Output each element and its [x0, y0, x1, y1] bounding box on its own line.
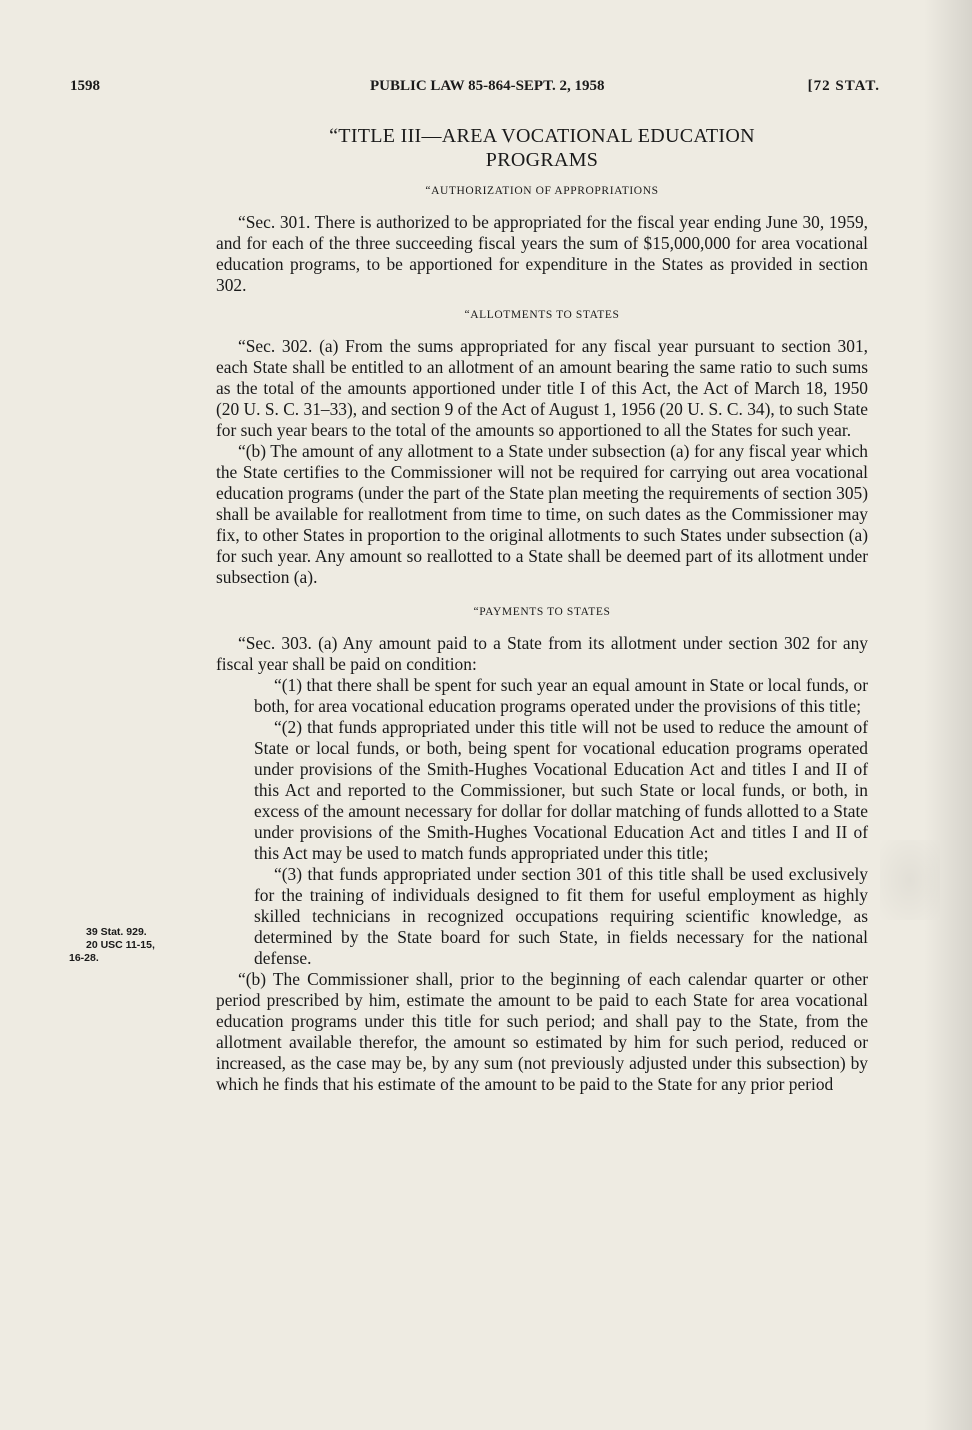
margin-note: [69, 926, 211, 965]
condition-2-text: “(2) that funds appropriated under this title will not be used to reduce the amount of State or local funds, or both, being spent for vocational education programs operated under provisions of the Smith-Hughes Vocational Education Act and titles I and II of this Act and reported to the Commissioner, but such State or local funds, or both, in excess of the amount necessary for dollar for dollar matching of funds allotted to a State under provisions of the Smith-Hughes Vocational Education Act and titles I and II of this Act may be used to match funds appropriated under this title;: [254, 717, 868, 863]
page-edge-shadow: [924, 0, 972, 1430]
section-301-text: “Sec. 301. There is authorized to be appropriated for the fiscal year ending June 30, 1959, and for each of the three succeeding fiscal years the sum of $15,000,000 for area vocational education programs, to be apportioned for expenditure in the States as provided in section 302.: [216, 212, 868, 295]
section-heading-payments: “PAYMENTS TO STATES: [473, 606, 611, 618]
document-body: [216, 124, 868, 1095]
title-heading-line2: PROGRAMS: [485, 149, 599, 171]
conditions-list: [254, 675, 868, 969]
page-number: 1598: [70, 78, 100, 94]
section-302b-text: “(b) The amount of any allotment to a State under subsection (a) for any fiscal year which the State certifies to the Commissioner will not be required for carrying out area vocational education programs (under the part of the State plan meeting the requirements of section 305) shall be available for reallotment from time to time, on such dates as the Commissioner may fix, to other States in proportion to the original allotments to such States under subsection (a) for such year. Any amount so reallotted to a State shall be deemed part of its allotment under subsection (a).: [216, 441, 868, 587]
page-header: [70, 78, 880, 100]
law-citation: PUBLIC LAW 85-864-SEPT. 2, 1958: [370, 78, 605, 94]
section-303b-text: “(b) The Commissioner shall, prior to the beginning of each calendar quarter or other period prescribed by him, estimate the amount to be paid to each State for area vocational education programs under this title for such period; and shall pay to the State, from the allotment available therefor, the amount so estimated by him for such period, reduced or increased, as the case may be, by any sum (not previously adjusted under this subsection) by which he finds that his estimate of the amount to be paid to the State for any prior period: [216, 969, 868, 1094]
condition-3-text: “(3) that funds appropriated under section 301 of this title shall be used exclusively for the training of individuals designed to fit them for useful employment as highly skilled technicians in recognized occupations requiring scientific knowledge, as determined by the State board for such State, in fields necessary for the national defense.: [254, 864, 868, 968]
section-heading-allotments: “ALLOTMENTS TO STATES: [464, 309, 620, 321]
bleed-through-shadow: [880, 840, 940, 920]
margin-note-line: 39 Stat. 929.: [86, 926, 147, 938]
margin-note-line: 16-28.: [69, 952, 99, 964]
section-heading-authorization: “AUTHORIZATION OF APPROPRIATIONS: [425, 185, 659, 197]
margin-note-line: 20 USC 11-15,: [86, 939, 155, 951]
statute-reference: [72 STAT.: [807, 78, 880, 94]
condition-1-text: “(1) that there shall be spent for such year an equal amount in State or local funds, or both, for area vocational education programs operated under the provisions of this title;: [254, 675, 868, 716]
title-heading-line1: “TITLE III—AREA VOCATIONAL EDUCATION: [329, 125, 755, 147]
section-302a-text: “Sec. 302. (a) From the sums appropriated for any fiscal year pursuant to section 301, each State shall be entitled to an allotment of an amount bearing the same ratio to such sums as the total of the amounts apportioned under title I of this Act, the Act of March 18, 1950 (20 U. S. C. 31–33), and section 9 of the Act of August 1, 1956 (20 U. S. C. 34), to such State for such year bears to the total of the amounts so apportioned to all the States for such year.: [216, 336, 868, 440]
section-303a-text: “Sec. 303. (a) Any amount paid to a State from its allotment under section 302 for any fiscal year shall be paid on condition:: [216, 633, 868, 674]
